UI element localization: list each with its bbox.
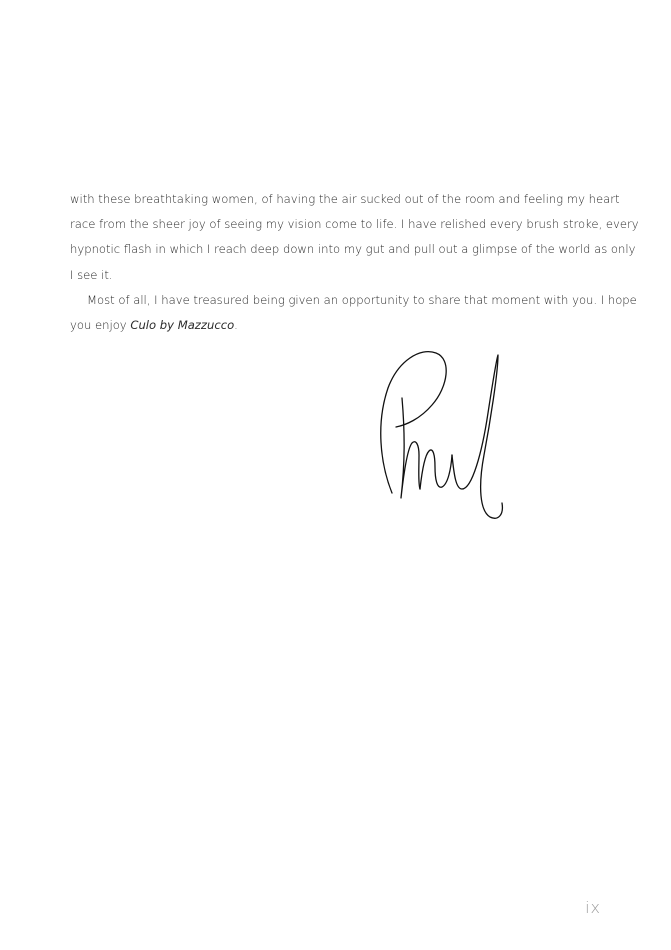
text-line: I see it.	[70, 267, 113, 282]
paragraph-start-line: Most of all, I have treasured being given an opportunity to share that moment with you. I hope	[87, 292, 637, 307]
closing-line	[70, 313, 618, 338]
handwritten-signature	[372, 343, 512, 528]
closing-line-prefix: you enjoy	[70, 318, 131, 333]
text-line: race from the sheer joy of seeing my vision come to life. I have relished every brush stroke, every	[70, 217, 639, 232]
text-line: hypnotic flash in which I reach deep down into my gut and pull out a glimpse of the world as only	[70, 242, 636, 257]
page-number: ix	[585, 898, 601, 917]
book-title: Culo by Mazzucco	[130, 318, 235, 333]
closing-line-suffix: .	[234, 318, 238, 333]
body-text	[70, 187, 639, 338]
text-line: with these breathtaking women, of having the air sucked out of the room and feeling my heart	[70, 192, 620, 206]
